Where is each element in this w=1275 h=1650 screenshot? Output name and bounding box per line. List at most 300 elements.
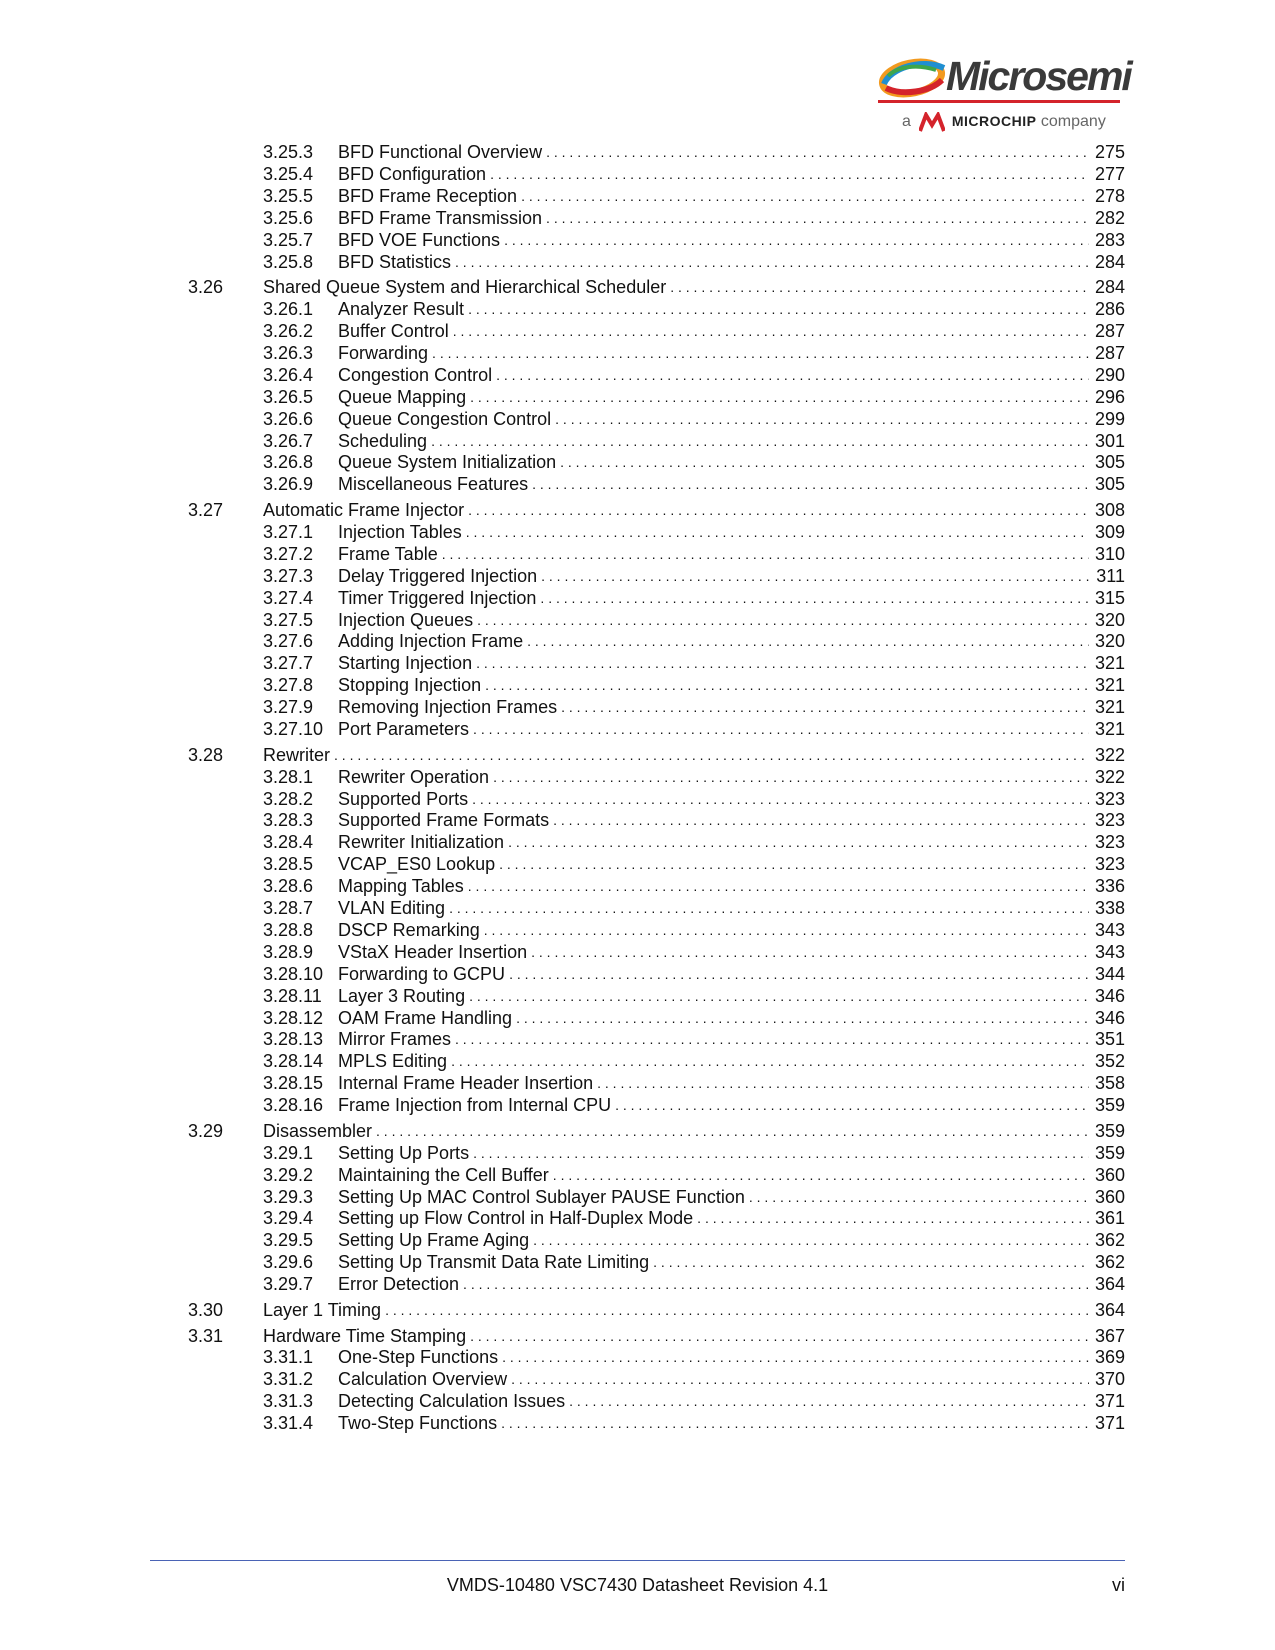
toc-entry-page: 322 xyxy=(1094,766,1125,787)
toc-subsection-entry[interactable] xyxy=(263,1206,1125,1229)
toc-entry-title: Starting Injection xyxy=(338,653,473,674)
toc-entry-number: 3.31.2 xyxy=(263,1369,314,1390)
footer-doc-title: VMDS-10480 VSC7430 Datasheet Revision 4.1 xyxy=(446,1575,829,1595)
toc-dot-leader xyxy=(508,833,1089,853)
toc-dot-leader xyxy=(455,1030,1089,1050)
footer-divider xyxy=(150,1560,1125,1561)
toc-dot-leader xyxy=(472,790,1089,810)
toc-entry-number: 3.26.1 xyxy=(263,299,314,320)
toc-entry-page: 351 xyxy=(1094,1029,1125,1050)
toc-entry-title: Forwarding to GCPU xyxy=(338,963,506,984)
toc-entry-number: 3.25.8 xyxy=(263,251,314,272)
toc-dot-leader xyxy=(451,1052,1089,1072)
toc-entry-title: Queue System Initialization xyxy=(338,452,557,473)
toc-subsection-entry[interactable] xyxy=(263,1228,1125,1251)
toc-entry-page: 320 xyxy=(1094,609,1125,630)
toc-dot-leader xyxy=(470,1327,1089,1347)
toc-dot-leader xyxy=(468,300,1089,320)
toc-subsection-entry[interactable] xyxy=(263,341,1125,364)
toc-dot-leader xyxy=(469,987,1089,1007)
toc-entry-title: Disassembler xyxy=(263,1120,373,1141)
toc-entry-number: 3.25.7 xyxy=(263,229,314,250)
toc-entry-title: BFD Frame Reception xyxy=(338,185,518,206)
toc-entry-page: 364 xyxy=(1094,1274,1125,1295)
toc-entry-number: 3.29.7 xyxy=(263,1274,314,1295)
toc-entry-title: BFD Functional Overview xyxy=(338,142,543,162)
tagline-brand: MICROCHIP xyxy=(951,113,1037,129)
toc-entry-number: 3.26.4 xyxy=(263,364,314,385)
logo-divider xyxy=(878,100,1120,103)
toc-entry-page: 323 xyxy=(1094,854,1125,875)
toc-subsection-entry[interactable] xyxy=(263,1272,1125,1295)
toc-subsection-entry[interactable] xyxy=(263,830,1125,853)
toc-entry-number: 3.28.4 xyxy=(263,832,314,853)
toc-subsection-entry[interactable] xyxy=(263,250,1125,273)
toc-dot-leader xyxy=(546,143,1089,163)
toc-entry-page: 358 xyxy=(1094,1073,1125,1094)
toc-entry-number: 3.28.12 xyxy=(263,1007,324,1028)
toc-entry-title: Removing Injection Frames xyxy=(338,697,558,718)
toc-entry-number: 3.27.1 xyxy=(263,521,314,542)
toc-dot-leader xyxy=(432,344,1089,364)
toc-entry-title: VCAP_ES0 Lookup xyxy=(338,854,496,875)
toc-dot-leader xyxy=(468,877,1089,897)
toc-entry-page: 352 xyxy=(1094,1051,1125,1072)
toc-subsection-entry[interactable] xyxy=(263,407,1125,430)
toc-entry-number: 3.28.10 xyxy=(263,963,324,984)
toc-entry-title: Frame Table xyxy=(338,543,438,564)
toc-dot-leader xyxy=(749,1188,1089,1208)
toc-entry-number: 3.26.2 xyxy=(263,321,314,341)
toc-entry-page: 344 xyxy=(1094,963,1125,984)
toc-entry-page: 315 xyxy=(1094,587,1125,608)
toc-entry-title: Rewriter xyxy=(263,744,331,765)
toc-entry-title: Rewriter Initialization xyxy=(338,832,505,853)
toc-entry-page: 346 xyxy=(1094,1007,1125,1028)
toc-entry-title: Setting up Flow Control in Half-Duplex Mode xyxy=(338,1208,694,1229)
toc-entry-title: Delay Triggered Injection xyxy=(338,565,538,586)
toc-entry-page: 367 xyxy=(1094,1325,1125,1346)
toc-entry-title: Rewriter Operation xyxy=(338,766,490,787)
toc-entry-page: 323 xyxy=(1094,832,1125,853)
toc-entry-page: 284 xyxy=(1094,277,1125,298)
toc-subsection-entry[interactable] xyxy=(263,162,1125,185)
toc-subsection-entry[interactable] xyxy=(263,962,1125,985)
toc-dot-leader xyxy=(468,501,1089,521)
toc-subsection-entry[interactable] xyxy=(263,1093,1125,1116)
toc-entry-title: Adding Injection Frame xyxy=(338,631,524,652)
toc-dot-leader xyxy=(431,432,1089,452)
toc-section-entry[interactable] xyxy=(188,1298,1125,1321)
toc-dot-leader xyxy=(449,899,1089,919)
toc-dot-leader xyxy=(496,366,1089,386)
toc-entry-number: 3.28.5 xyxy=(263,854,314,875)
tagline-prefix: a xyxy=(902,113,911,130)
toc-dot-leader xyxy=(490,165,1089,185)
toc-dot-leader xyxy=(527,632,1089,652)
toc-dot-leader xyxy=(502,1348,1089,1368)
toc-dot-leader xyxy=(615,1096,1089,1116)
toc-entry-page: 277 xyxy=(1094,163,1125,184)
toc-section-entry[interactable] xyxy=(188,275,1125,298)
toc-dot-leader xyxy=(509,965,1089,985)
toc-entry-number: 3.25.5 xyxy=(263,185,314,206)
toc-dot-leader xyxy=(334,746,1089,766)
toc-entry-page: 283 xyxy=(1094,229,1125,250)
toc-subsection-entry[interactable] xyxy=(263,852,1125,875)
toc-subsection-entry[interactable] xyxy=(263,1027,1125,1050)
toc-entry-page: 346 xyxy=(1094,985,1125,1006)
toc-dot-leader xyxy=(561,698,1089,718)
toc-entry-number: 3.25.3 xyxy=(263,142,314,162)
toc-entry-number: 3.31 xyxy=(188,1325,224,1346)
toc-entry-page: 311 xyxy=(1096,565,1125,586)
toc-entry-title: Automatic Frame Injector xyxy=(263,500,465,520)
toc-entry-page: 323 xyxy=(1094,810,1125,831)
toc-entry-title: BFD Frame Transmission xyxy=(338,207,543,228)
toc-entry-title: Timer Triggered Injection xyxy=(338,587,537,608)
toc-dot-leader xyxy=(533,1231,1089,1251)
toc-entry-page: 360 xyxy=(1094,1164,1125,1185)
toc-entry-number: 3.29.6 xyxy=(263,1252,314,1273)
toc-entry-title: Analyzer Result xyxy=(338,299,465,320)
toc-entry-title: Detecting Calculation Issues xyxy=(338,1391,566,1412)
toc-entry-number: 3.30 xyxy=(188,1299,224,1320)
toc-subsection-entry[interactable] xyxy=(263,1163,1125,1186)
microsemi-swoosh-icon xyxy=(878,54,950,100)
toc-section-entry[interactable] xyxy=(188,1119,1125,1142)
toc-entry-title: Queue Congestion Control xyxy=(338,408,552,429)
toc-dot-leader xyxy=(485,676,1089,696)
toc-entry-page: 321 xyxy=(1094,675,1125,696)
toc-dot-leader xyxy=(453,322,1089,342)
toc-entry-page: 359 xyxy=(1094,1142,1125,1163)
toc-entry-title: VLAN Editing xyxy=(338,898,446,918)
toc-entry-page: 359 xyxy=(1094,1120,1125,1141)
toc-entry-title: Supported Ports xyxy=(338,788,469,809)
toc-subsection-entry[interactable] xyxy=(263,450,1125,473)
toc-entry-title: Injection Queues xyxy=(338,609,474,630)
toc-entry-page: 309 xyxy=(1094,521,1125,542)
toc-dot-leader xyxy=(597,1074,1089,1094)
toc-dot-leader xyxy=(531,943,1089,963)
toc-entry-title: Layer 3 Routing xyxy=(338,985,466,1006)
toc-entry-number: 3.28.7 xyxy=(263,898,314,918)
toc-entry-page: 320 xyxy=(1094,631,1125,652)
toc-entry-title: Calculation Overview xyxy=(338,1369,508,1390)
toc-dot-leader xyxy=(670,278,1089,298)
toc-entry-page: 336 xyxy=(1094,876,1125,897)
toc-entry-number: 3.27 xyxy=(188,500,224,520)
toc-entry-page: 321 xyxy=(1094,653,1125,674)
toc-entry-page: 371 xyxy=(1094,1391,1125,1412)
toc-dot-leader xyxy=(546,209,1089,229)
microsemi-logo xyxy=(878,50,1131,140)
toc-entry-title: BFD Configuration xyxy=(338,163,487,184)
toc-entry-page: 305 xyxy=(1094,452,1125,473)
toc-entry-number: 3.29.4 xyxy=(263,1208,314,1229)
toc-entry-title: OAM Frame Handling xyxy=(338,1007,513,1028)
toc-subsection-entry[interactable] xyxy=(263,1389,1125,1412)
toc-entry-number: 3.27.2 xyxy=(263,543,314,564)
toc-subsection-entry[interactable] xyxy=(263,1411,1125,1434)
toc-entry-page: 275 xyxy=(1094,142,1125,162)
toc-dot-leader xyxy=(560,453,1089,473)
toc-entry-page: 321 xyxy=(1094,719,1125,739)
toc-subsection-entry[interactable] xyxy=(263,520,1125,543)
toc-subsection-entry[interactable] xyxy=(263,140,1125,163)
toc-subsection-entry[interactable] xyxy=(263,1250,1125,1273)
toc-dot-leader xyxy=(501,1414,1089,1434)
toc-subsection-entry[interactable] xyxy=(263,206,1125,229)
toc-entry-title: Error Detection xyxy=(338,1274,460,1295)
toc-subsection-entry[interactable] xyxy=(263,228,1125,251)
toc-dot-leader xyxy=(470,388,1089,408)
toc-subsection-entry[interactable] xyxy=(263,896,1125,919)
toc-entry-number: 3.29.3 xyxy=(263,1186,314,1207)
toc-entry-page: 323 xyxy=(1094,788,1125,809)
toc-entry-number: 3.27.5 xyxy=(263,609,314,630)
toc-entry-title: Setting Up Frame Aging xyxy=(338,1230,530,1251)
toc-entry-number: 3.29.5 xyxy=(263,1230,314,1251)
toc-entry-page: 359 xyxy=(1094,1095,1125,1116)
toc-entry-page: 284 xyxy=(1094,251,1125,272)
toc-subsection-entry[interactable] xyxy=(263,363,1125,386)
toc-dot-leader xyxy=(385,1301,1089,1321)
toc-subsection-entry[interactable] xyxy=(263,787,1125,810)
logo-wordmark: Microsemi xyxy=(946,53,1131,99)
tagline-suffix: company xyxy=(1040,113,1106,130)
toc-subsection-entry[interactable] xyxy=(263,940,1125,963)
toc-subsection-entry[interactable] xyxy=(263,918,1125,941)
toc-entry-page: 296 xyxy=(1094,386,1125,407)
toc-subsection-entry[interactable] xyxy=(263,184,1125,207)
toc-dot-leader xyxy=(473,720,1089,740)
toc-subsection-entry[interactable] xyxy=(263,1049,1125,1072)
toc-entry-number: 3.28.6 xyxy=(263,876,314,897)
toc-entry-page: 361 xyxy=(1094,1208,1125,1229)
toc-entry-page: 305 xyxy=(1094,474,1125,495)
toc-entry-title: Injection Tables xyxy=(338,521,462,542)
toc-entry-page: 290 xyxy=(1094,364,1125,385)
toc-entry-title: Stopping Injection xyxy=(338,675,482,696)
toc-entry-number: 3.28.2 xyxy=(263,788,314,809)
toc-entry-title: BFD Statistics xyxy=(338,251,452,272)
toc-subsection-entry[interactable] xyxy=(263,651,1125,674)
microchip-icon xyxy=(919,112,945,132)
toc-entry-title: Supported Frame Formats xyxy=(338,810,550,831)
toc-subsection-entry[interactable] xyxy=(263,765,1125,788)
toc-entry-title: One-Step Functions xyxy=(338,1347,499,1368)
toc-entry-title: Setting Up MAC Control Sublayer PAUSE Function xyxy=(338,1186,745,1207)
toc-entry-title: MPLS Editing xyxy=(338,1051,448,1072)
toc-entry-page: 287 xyxy=(1094,342,1125,363)
toc-entry-number: 3.27.10 xyxy=(263,719,324,739)
toc-entry-number: 3.26.9 xyxy=(263,474,314,495)
toc-entry-page: 362 xyxy=(1094,1230,1125,1251)
toc-entry-page: 308 xyxy=(1094,500,1125,520)
toc-entry-title: VStaX Header Insertion xyxy=(338,941,528,962)
toc-entry-title: Two-Step Functions xyxy=(338,1413,498,1434)
toc-entry-page: 282 xyxy=(1094,207,1125,228)
toc-entry-page: 371 xyxy=(1094,1413,1125,1434)
toc-entry-number: 3.27.7 xyxy=(263,653,314,674)
toc-subsection-entry[interactable] xyxy=(263,1006,1125,1029)
toc-entry-title: Buffer Control xyxy=(338,321,449,341)
toc-dot-leader xyxy=(376,1122,1089,1142)
toc-subsection-entry[interactable] xyxy=(263,542,1125,565)
toc-subsection-entry[interactable] xyxy=(263,984,1125,1007)
toc-entry-number: 3.31.3 xyxy=(263,1391,314,1412)
toc-entry-number: 3.28.15 xyxy=(263,1073,324,1094)
toc-entry-number: 3.28.1 xyxy=(263,766,314,787)
toc-entry-title: Frame Injection from Internal CPU xyxy=(338,1095,612,1116)
toc-entry-page: 286 xyxy=(1094,299,1125,320)
toc-entry-page: 287 xyxy=(1094,321,1125,341)
toc-dot-leader xyxy=(476,654,1089,674)
toc-subsection-entry[interactable] xyxy=(263,429,1125,452)
toc-subsection-entry[interactable] xyxy=(263,297,1125,320)
toc-entry-page: 299 xyxy=(1094,408,1125,429)
toc-entry-page: 360 xyxy=(1094,1186,1125,1207)
toc-section-entry[interactable] xyxy=(188,1324,1125,1347)
toc-subsection-entry[interactable] xyxy=(263,717,1125,740)
toc-dot-leader xyxy=(466,523,1089,543)
toc-entry-number: 3.28 xyxy=(188,744,224,765)
toc-dot-leader xyxy=(463,1275,1089,1295)
toc-entry-page: 338 xyxy=(1094,898,1125,918)
toc-subsection-entry[interactable] xyxy=(263,564,1125,587)
toc-dot-leader xyxy=(553,1166,1089,1186)
toc-dot-leader xyxy=(477,611,1089,631)
toc-entry-number: 3.27.6 xyxy=(263,631,314,652)
toc-entry-title: Scheduling xyxy=(338,430,428,451)
toc-entry-page: 343 xyxy=(1094,941,1125,962)
toc-entry-number: 3.26.5 xyxy=(263,386,314,407)
toc-subsection-entry[interactable] xyxy=(263,673,1125,696)
toc-entry-number: 3.27.8 xyxy=(263,675,314,696)
toc-dot-leader xyxy=(541,567,1089,587)
toc-subsection-entry[interactable] xyxy=(263,472,1125,495)
toc-subsection-entry[interactable] xyxy=(263,629,1125,652)
logo-tagline xyxy=(902,110,1106,133)
toc-section-entry[interactable] xyxy=(188,498,1125,521)
toc-entry-title: Setting Up Transmit Data Rate Limiting xyxy=(338,1252,650,1273)
toc-dot-leader xyxy=(484,921,1089,941)
toc-entry-number: 3.25.4 xyxy=(263,163,314,184)
toc-dot-leader xyxy=(499,855,1089,875)
toc-entry-number: 3.26.3 xyxy=(263,342,314,363)
toc-entry-number: 3.27.9 xyxy=(263,697,314,718)
toc-entry-page: 301 xyxy=(1094,430,1125,451)
toc-entry-number: 3.26.8 xyxy=(263,452,314,473)
toc-entry-page: 322 xyxy=(1094,744,1125,765)
toc-subsection-entry[interactable] xyxy=(263,385,1125,408)
toc-subsection-entry[interactable] xyxy=(263,1071,1125,1094)
toc-entry-number: 3.31.1 xyxy=(263,1347,314,1368)
toc-entry-number: 3.28.3 xyxy=(263,810,314,831)
toc-dot-leader xyxy=(473,1144,1089,1164)
toc-entry-number: 3.29 xyxy=(188,1120,224,1141)
toc-section-entry[interactable] xyxy=(188,743,1125,766)
toc-dot-leader xyxy=(455,253,1089,273)
toc-dot-leader xyxy=(555,410,1089,430)
toc-subsection-entry[interactable] xyxy=(263,319,1125,342)
toc-entry-number: 3.26.7 xyxy=(263,430,314,451)
toc-subsection-entry[interactable] xyxy=(263,808,1125,831)
toc-entry-number: 3.28.13 xyxy=(263,1029,324,1050)
toc-entry-title: Shared Queue System and Hierarchical Scheduler xyxy=(263,277,667,298)
toc-entry-title: Maintaining the Cell Buffer xyxy=(338,1164,549,1185)
toc-entry-number: 3.26.6 xyxy=(263,408,314,429)
toc-dot-leader xyxy=(504,231,1089,251)
footer-page-number: vi xyxy=(1112,1575,1125,1595)
toc-dot-leader xyxy=(511,1370,1089,1390)
toc-entry-page: 343 xyxy=(1094,919,1125,940)
toc-entry-number: 3.28.8 xyxy=(263,919,314,940)
toc-dot-leader xyxy=(697,1209,1089,1229)
toc-subsection-entry[interactable] xyxy=(263,608,1125,631)
toc-entry-title: Mapping Tables xyxy=(338,876,464,897)
toc-dot-leader xyxy=(540,589,1089,609)
toc-subsection-entry[interactable] xyxy=(263,1141,1125,1164)
toc-entry-page: 364 xyxy=(1094,1299,1125,1320)
toc-dot-leader xyxy=(553,811,1089,831)
toc-entry-number: 3.28.16 xyxy=(263,1095,324,1116)
toc-subsection-entry[interactable] xyxy=(263,695,1125,718)
toc-entry-title: Mirror Frames xyxy=(338,1029,451,1050)
toc-entry-title: Forwarding xyxy=(338,342,429,363)
toc-entry-title: Hardware Time Stamping xyxy=(263,1325,467,1346)
toc-entry-number: 3.28.14 xyxy=(263,1051,324,1072)
toc-dot-leader xyxy=(442,545,1089,565)
toc-entry-number: 3.27.4 xyxy=(263,587,314,608)
toc-entry-page: 369 xyxy=(1094,1347,1125,1368)
toc-entry-title: BFD VOE Functions xyxy=(338,229,501,250)
toc-entry-number: 3.31.4 xyxy=(263,1413,314,1434)
toc-entry-title: Queue Mapping xyxy=(338,386,467,407)
toc-subsection-entry[interactable] xyxy=(263,1185,1125,1208)
toc-entry-number: 3.26 xyxy=(188,277,224,298)
toc-entry-page: 321 xyxy=(1094,697,1125,718)
toc-entry-page: 310 xyxy=(1094,543,1125,564)
toc-dot-leader xyxy=(653,1253,1089,1273)
toc-entry-page: 278 xyxy=(1094,185,1125,206)
toc-entry-title: Internal Frame Header Insertion xyxy=(338,1073,594,1094)
toc-dot-leader xyxy=(569,1392,1089,1412)
toc-entry-title: Miscellaneous Features xyxy=(338,474,529,495)
toc-subsection-entry[interactable] xyxy=(263,1345,1125,1368)
toc-entry-number: 3.25.6 xyxy=(263,207,314,228)
toc-entry-title: Port Parameters xyxy=(338,719,470,739)
toc-entry-number: 3.27.3 xyxy=(263,565,314,586)
toc-subsection-entry[interactable] xyxy=(263,586,1125,609)
toc-entry-page: 370 xyxy=(1094,1369,1125,1390)
toc-entry-number: 3.29.2 xyxy=(263,1164,314,1185)
toc-entry-number: 3.28.11 xyxy=(263,985,322,1006)
toc-dot-leader xyxy=(521,187,1089,207)
toc-entry-title: Layer 1 Timing xyxy=(263,1299,382,1320)
toc-entry-number: 3.29.1 xyxy=(263,1142,314,1163)
toc-dot-leader xyxy=(493,768,1089,788)
toc-entry-title: Setting Up Ports xyxy=(338,1142,470,1163)
toc-dot-leader xyxy=(516,1009,1089,1029)
toc-dot-leader xyxy=(532,475,1089,495)
toc-subsection-entry[interactable] xyxy=(263,1367,1125,1390)
toc-entry-number: 3.28.9 xyxy=(263,941,314,962)
toc-subsection-entry[interactable] xyxy=(263,874,1125,897)
toc-entry-title: Congestion Control xyxy=(338,364,493,385)
